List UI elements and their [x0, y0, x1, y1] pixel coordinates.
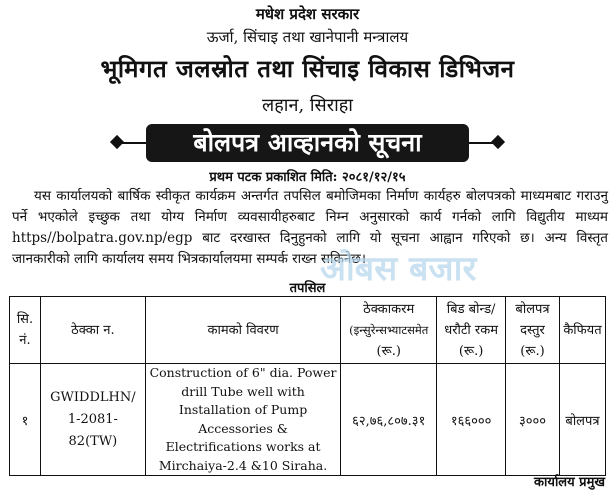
works-table — [9, 296, 606, 476]
left-diamond-ornament — [110, 135, 124, 149]
table-header-row — [10, 297, 606, 364]
header-fee — [506, 297, 560, 364]
right-diamond-ornament — [491, 135, 505, 149]
schedule-heading: तपसिल — [289, 281, 326, 296]
header-fee-line1: बोलपत्र — [515, 301, 550, 317]
header-serial-line1: सि. — [16, 312, 34, 327]
header-cost-line2: (इन्सुरेन्सभ्याटसमेत — [349, 322, 429, 337]
header-cost-line3: (रू.) — [376, 343, 401, 359]
office-chief-signature: कार्यालय प्रमुख — [534, 475, 605, 490]
cell-contract-no — [40, 364, 145, 476]
notice-title: बोलपत्र आव्हानको सूचना — [146, 124, 469, 162]
header-fee-line3: (रू.) — [520, 343, 545, 359]
division-name: भूमिगत जलस्रोत तथा सिंचाइ विकास डिभिजन — [100, 54, 515, 83]
table-row — [10, 364, 606, 476]
cell-cost: ६२,७६,८०७.३१ — [341, 364, 437, 476]
header-bid-line2: धरौटी रकम — [444, 322, 499, 338]
header-serial-line2: नं. — [19, 333, 31, 348]
contract-no-line1: GWIDDLHN/ — [50, 389, 136, 405]
contract-no-line2: 1-2081-82(TW) — [67, 411, 118, 449]
header-serial — [10, 297, 41, 364]
cell-description: Construction of 6" dia. Power drill Tube well with Installation of Pump Accessories & Electrifications works at Mirchaiya-2.4 &10 Siraha. — [145, 364, 340, 476]
publish-date: प्रथम पटक प्रकाशित मिति: २०८१/१२/१५ — [209, 170, 406, 185]
header-bid-line1: बिड बोन्ड/ — [446, 301, 496, 317]
header-description: कामको विवरण — [145, 297, 340, 364]
header-cost — [341, 297, 437, 364]
notice-banner — [0, 124, 615, 162]
header-bid-bond — [437, 297, 506, 364]
watermark: ओबस बजार — [320, 249, 477, 289]
ministry-name: ऊर्जा, सिंचाइ तथा खानेपानी मन्त्रालय — [206, 28, 409, 46]
header-bid-line3: (रू.) — [458, 343, 484, 359]
header-cost-line1: ठेक्काकरम — [363, 301, 415, 317]
header-fee-line2: दस्तुर — [520, 322, 545, 338]
header-contract-no: ठेक्का न. — [40, 297, 145, 364]
header-remarks: कैफियत — [559, 297, 605, 364]
division-location: लहान, सिराहा — [262, 95, 353, 116]
cell-serial: १ — [10, 364, 41, 476]
cell-remarks: बोलपत्र — [559, 364, 605, 476]
notice-body: यस कार्यालयको बार्षिक स्वीकृत कार्यक्रम अन्तर्गत तपसिल बमोजिमका निर्माण कार्यहरु बोलपत्रको माध्यमबाट गराउनु पर्ने भएकोले इच्छुक तथा योग्य निर्माण व्यवसायीहरुबाट निम्न अनुसारको कार्य गर्नको लागि विद्युतीय माध्यम https//bolpatra.gov.np/egp बाट दरखास्त दिनुहुनको लागि यो सूचना आह्वान गरिएको छ। अन्य विस्तृत जानकारीको लागि कार्यालय समय भित्रकार्यालयमा सम्पर्क राख्न सकिनेछ। — [12, 188, 608, 267]
cell-fee: ३००० — [506, 364, 560, 476]
cell-bid-bond: १६६००० — [437, 364, 506, 476]
government-name: मधेश प्रदेश सरकार — [255, 5, 360, 23]
